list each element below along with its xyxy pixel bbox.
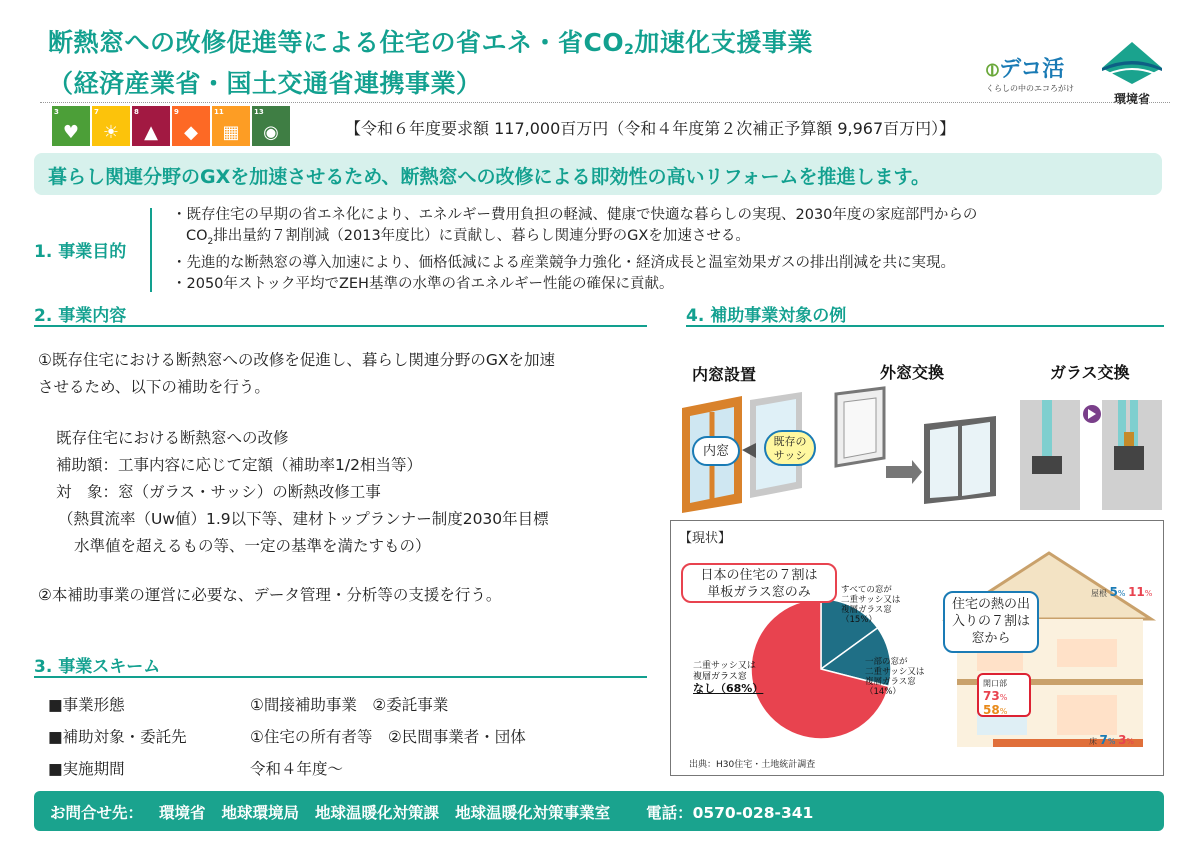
- window-heat-callout: 住宅の熱の出 入りの７割は 窓から: [943, 591, 1039, 653]
- ministry-emblem-icon: [1100, 40, 1164, 86]
- pie-label-all: すべての窓が 二重サッシ又は 複層ガラス窓 （15%）: [841, 585, 901, 625]
- deco-logo: ⦶デコ活 くらしの中のエコろがけ: [986, 57, 1074, 93]
- contact-phone[interactable]: 電話：0570-028-341: [646, 804, 814, 822]
- glass-replace-illustration: [1018, 396, 1166, 514]
- pie-label-part: 一部の窓が 二重サッシ又は 複層ガラス窓 （14%）: [865, 657, 925, 697]
- title-line-1: 断熱窓への改修促進等による住宅の省エネ・省$CO_2$加速化支援事業: [48, 28, 813, 58]
- scheme-row-value: 令和４年度～: [250, 760, 344, 778]
- outer-window-illustration: [832, 386, 1002, 504]
- contact-item: 環境省: [159, 804, 206, 822]
- examples-heading-line: [686, 325, 1164, 327]
- purpose-text: ・既存住宅の早期の省エネ化により、エネルギー費用負担の軽減、健康で快適な暮らしの実現、2030年度の家庭部門からの $CO_2$排出量約７割削減（2013年度比）に貢献し、暮らし関連分野のGXを加速させる。 ・先進的な断熱窓の導入加速により、価格低減による産業競争力強化・経済成長と温室効果ガスの排出削減を共に実現。 ・2050年ストック平均でZEH基準の水準の省エネルギー性能の確保に貢献。: [172, 207, 978, 292]
- content-heading-line: [34, 325, 647, 327]
- floor-label: 床 7% 3%: [1089, 733, 1135, 747]
- existing-sash-tag: 既存の サッシ: [764, 430, 816, 466]
- contact-item: 地球温暖化対策課: [315, 804, 440, 822]
- scheme-row-value: ①間接補助事業 ②委託事業: [250, 696, 449, 714]
- pie-label-single: 二重サッシ又は 複層ガラス窓 なし（68%）: [693, 661, 764, 695]
- inner-window-tag: 内窓: [692, 436, 740, 466]
- scheme-row: [48, 720, 648, 752]
- contact-label: お問合せ先：: [50, 804, 144, 822]
- scheme-table: [48, 688, 648, 784]
- ministry-logo: 環境省: [1096, 40, 1168, 107]
- status-heading: 【現状】: [679, 531, 732, 546]
- scheme-row-label: ■事業形態: [48, 696, 125, 714]
- scheme-row-label: ■補助対象・委託先: [48, 728, 187, 746]
- contact-item: 地球環境局: [221, 804, 300, 822]
- scheme-heading: 3. 事業スキーム: [34, 657, 161, 677]
- example-label-outer-window: 外窓交換: [880, 363, 945, 382]
- budget-amount: 【令和６年度要求額 117,000百万円（令和４年度第２次補正予算額 9,967百万円）】: [345, 119, 956, 138]
- page-title: [48, 26, 813, 101]
- examples-heading: 4. 補助事業対象の例: [686, 306, 847, 326]
- content-heading: 2. 事業内容: [34, 306, 127, 326]
- sdg-goal-7-icon: 7 ☀: [92, 106, 130, 146]
- sdg-goal-11-icon: 11 ▦: [212, 106, 250, 146]
- sdg-icons: [52, 106, 290, 148]
- sdg-goal-8-icon: 8 ▲: [132, 106, 170, 146]
- content-body: ①既存住宅における断熱窓への改修を促進し、暮らし関連分野のGXを加速 させるため、以下の補助を行う。 既存住宅における断熱窓への改修 補助額：工事内容に応じて定額（補助率1/2相当等） 対 象：窓（ガラス・サッシ）の断熱改修工事 （熱貫流率（Uw値）1.9以下等、建材トップランナー制度2030年目標 水準値を超えるもの等、一定の基準を満たすもの） ②本補助事業の運営に必要な、データ管理・分析等の支援を行う。: [38, 351, 556, 604]
- purpose-heading: 1. 事業目的: [34, 242, 127, 262]
- scheme-row-label: ■実施期間: [48, 760, 125, 778]
- data-source: 出典：H30住宅・土地統計調査: [689, 760, 816, 770]
- deco-leaf-icon: ⦶: [986, 60, 1000, 81]
- status-panel: [670, 520, 1164, 776]
- sdg-goal-9-icon: 9 ◆: [172, 106, 210, 146]
- roof-label: 屋根 5% 11%: [1091, 585, 1153, 599]
- sdg-goal-13-icon: 13 ◉: [252, 106, 290, 146]
- scheme-heading-line: [34, 676, 647, 678]
- scheme-row-value: ①住宅の所有者等 ②民間事業者・団体: [250, 728, 526, 746]
- contact-footer: [34, 791, 1164, 831]
- scheme-row: [48, 752, 648, 784]
- key-message-banner: 暮らし関連分野のGXを加速させるため、断熱窓への改修による即効性の高いリフォームを推進します。: [34, 153, 1162, 195]
- single-glass-callout: 日本の住宅の７割は 単板ガラス窓のみ: [681, 563, 837, 603]
- contact-item: 地球温暖化対策事業室: [455, 804, 611, 822]
- title-line-2: （経済産業省・国土交通省連携事業）: [48, 69, 482, 98]
- header-divider: [40, 102, 1170, 103]
- purpose-divider: [150, 208, 152, 292]
- example-label-inner-window: 内窓設置: [692, 365, 757, 384]
- scheme-row: [48, 688, 648, 720]
- example-label-glass: ガラス交換: [1050, 363, 1130, 382]
- opening-box: 開口部 73% 58%: [977, 673, 1031, 717]
- sdg-goal-3-icon: 3 ♥: [52, 106, 90, 146]
